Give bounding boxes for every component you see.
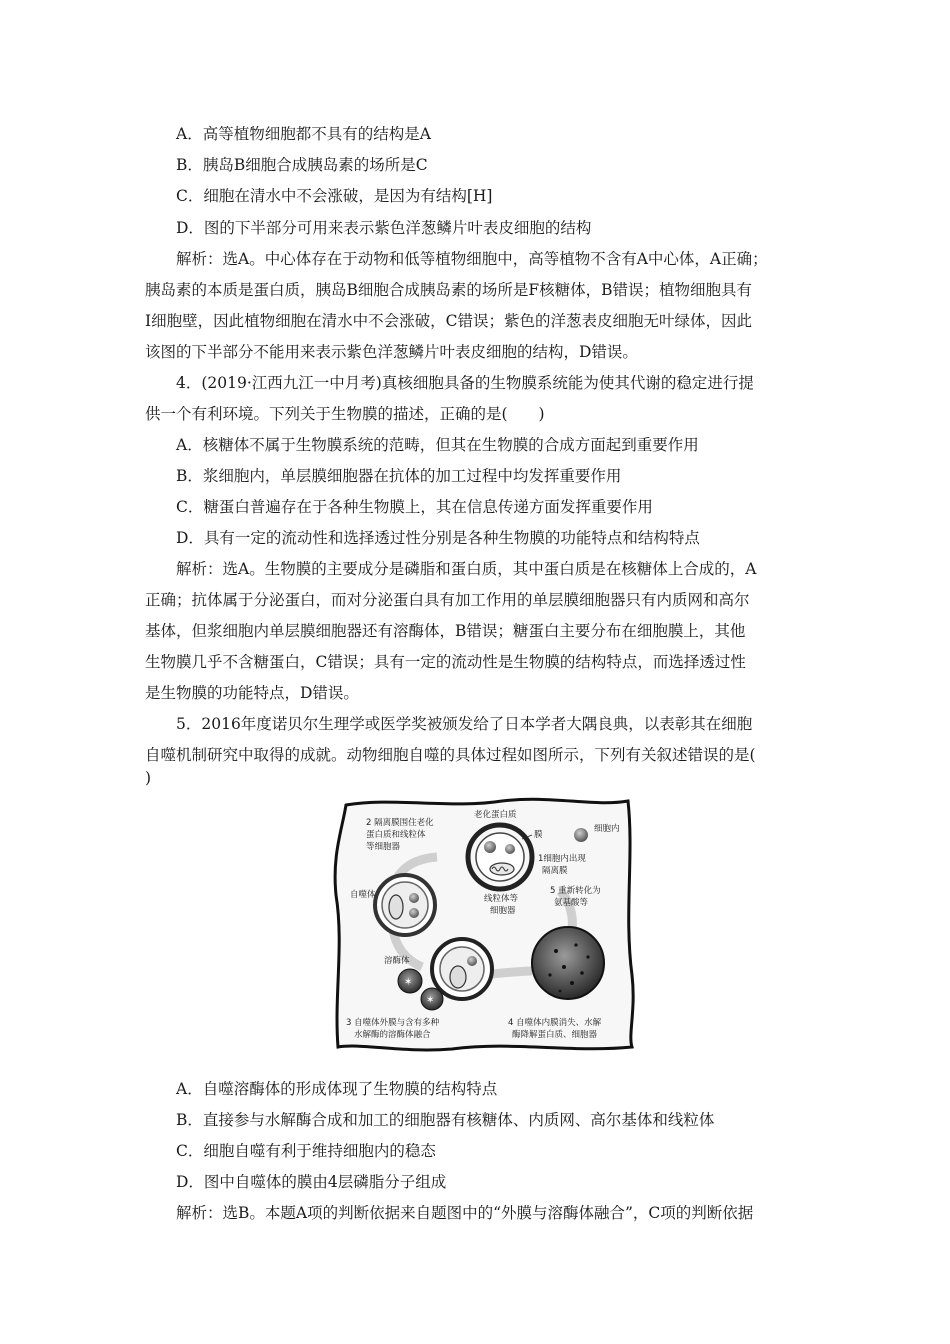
- label-aged-protein: 老化蛋白质: [474, 810, 517, 820]
- q5-stem-line: 5．2016年度诺贝尔生理学或医学奖被颁发给了日本学者大隅良典，以表彰其在细胞: [176, 715, 753, 733]
- q5-analysis-line: 解析：选B。本题A项的判断依据来自题图中的“外膜与溶酶体融合”，C项的判断依据: [176, 1204, 754, 1222]
- q4-stem-line: 4．(2019·江西九江一中月考)真核细胞具备的生物膜系统能为使其代谢的稳定进行提: [176, 374, 754, 392]
- label-step3: 3 自噬体外膜与含有多种: [346, 1018, 440, 1028]
- label-mitochondria: 线粒体等: [484, 894, 519, 904]
- q4-analysis-line: 生物膜几乎不含糖蛋白，C错误；具有一定的流动性是生物膜的结构特点，而选择透过性: [145, 653, 746, 671]
- svg-text:✶: ✶: [404, 977, 413, 988]
- autolysosome: [532, 927, 604, 999]
- q3-analysis-line: I细胞壁，因此植物细胞在清水中不会涨破，C错误；紫色的洋葱表皮细胞无叶绿体，因此: [145, 312, 752, 330]
- autophagy-diagram: [332, 795, 638, 1053]
- q4-option-c: C．糖蛋白普遍存在于各种生物膜上，其在信息传递方面发挥重要作用: [176, 498, 653, 516]
- label-step1: 隔离膜: [542, 866, 568, 876]
- q5-stem-line: ): [145, 769, 152, 787]
- q4-option-a: A．核糖体不属于生物膜系统的范畴，但其在生物膜的合成方面起到重要作用: [176, 436, 699, 454]
- q4-analysis-line: 是生物膜的功能特点，D错误。: [145, 684, 359, 702]
- mitochondrion: [490, 863, 514, 875]
- label-membrane: 膜: [534, 830, 543, 840]
- q3-option-b: B．胰岛B细胞合成胰岛素的场所是C: [176, 156, 428, 174]
- q5-option-a: A．自噬溶酶体的形成体现了生物膜的结构特点: [176, 1080, 498, 1098]
- aged-protein: [484, 841, 496, 853]
- label-step4: 酶降解蛋白质、细胞器: [512, 1030, 598, 1040]
- q4-option-b: B．浆细胞内，单层膜细胞器在抗体的加工过程中均发挥重要作用: [176, 467, 622, 485]
- free-protein: [574, 828, 588, 842]
- q3-analysis-line: 胰岛素的本质是蛋白质，胰岛B细胞合成胰岛素的场所是F核糖体，B错误；植物细胞具有: [145, 281, 753, 299]
- label-step5: 氨基酸等: [554, 898, 589, 908]
- q3-option-d: D．图的下半部分可用来表示紫色洋葱鳞片叶表皮细胞的结构: [176, 219, 592, 237]
- q4-analysis-line: 基体，但浆细胞内单层膜细胞器还有溶酶体，B错误；糖蛋白主要分布在细胞膜上，其他: [145, 622, 746, 640]
- q3-option-c: C．细胞在清水中不会涨破，是因为有结构[H]: [176, 187, 493, 205]
- label-step3: 水解酶的溶酶体融合: [354, 1030, 431, 1040]
- label-step1: 1细胞内出现: [538, 854, 586, 864]
- label-lysosome: 溶酶体: [384, 956, 410, 966]
- q4-analysis-line: 解析：选A。生物膜的主要成分是磷脂和蛋白质，其中蛋白质是在核糖体上合成的，A: [176, 560, 757, 578]
- q5-option-d: D．图中自噬体的膜由4层磷脂分子组成: [176, 1173, 447, 1191]
- label-step2: 蛋白质和线粒体: [366, 830, 426, 840]
- q3-analysis-line: 解析：选A。中心体存在于动物和低等植物细胞中，高等植物不含有A中心体，A正确；: [176, 250, 768, 268]
- q4-analysis-line: 正确；抗体属于分泌蛋白，而对分泌蛋白具有加工作用的单层膜细胞器只有内质网和高尔: [145, 591, 750, 609]
- label-step2: 2 隔离膜围住老化: [366, 818, 434, 828]
- q4-stem-line: 供一个有利环境。下列关于生物膜的描述，正确的是( ): [145, 405, 545, 423]
- label-step5: 5 重新转化为: [550, 886, 601, 896]
- q4-option-d: D．具有一定的流动性和选择透过性分别是各种生物膜的功能特点和结构特点: [176, 529, 700, 547]
- q5-option-b: B．直接参与水解酶合成和加工的细胞器有核糖体、内质网、高尔基体和线粒体: [176, 1111, 715, 1129]
- q3-analysis-line: 该图的下半部分不能用来表示紫色洋葱鳞片叶表皮细胞的结构，D错误。: [145, 343, 638, 361]
- label-mitochondria: 细胞器: [490, 906, 516, 916]
- label-step2: 等细胞器: [366, 842, 401, 852]
- label-step4: 4 自噬体内膜消失、水解: [508, 1018, 602, 1028]
- label-intracellular: 细胞内: [594, 824, 620, 834]
- q3-option-a: A．高等植物细胞都不具有的结构是A: [176, 125, 431, 143]
- svg-text:✶: ✶: [426, 995, 435, 1006]
- q5-option-c: C．细胞自噬有利于维持细胞内的稳态: [176, 1142, 436, 1160]
- label-autophagosome: 自噬体: [350, 890, 376, 900]
- q5-stem-line: 自噬机制研究中取得的成就。动物细胞自噬的具体过程如图所示，下列有关叙述错误的是(: [145, 746, 756, 764]
